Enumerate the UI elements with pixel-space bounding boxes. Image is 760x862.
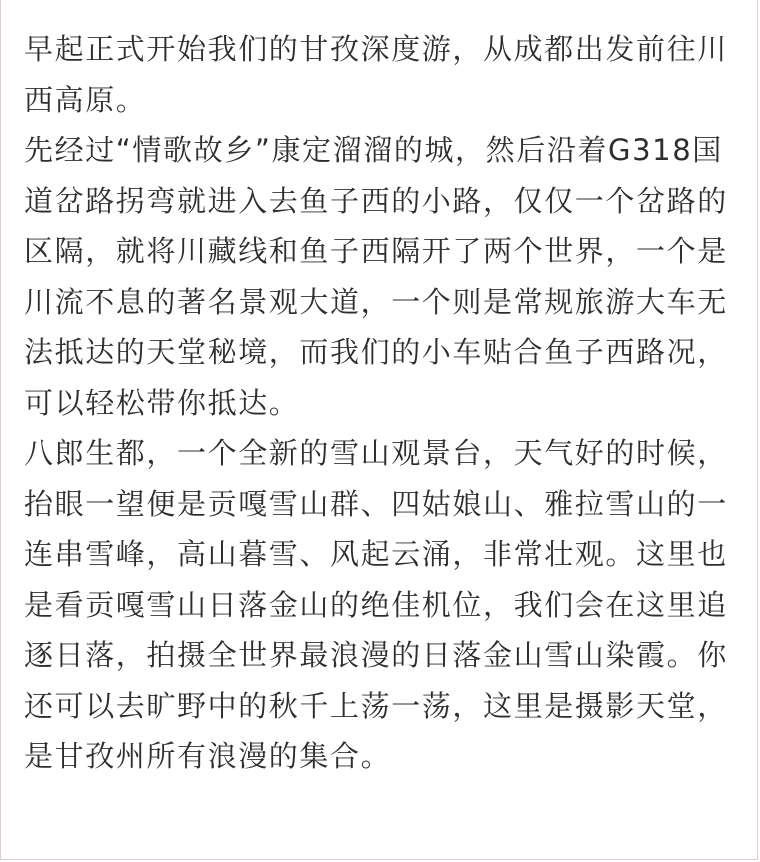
paragraph-balangshengdu: 八郎生都，一个全新的雪山观景台，天气好的时候，抬眼一望便是贡嘎雪山群、四姑娘山、雅拉雪山的一连串雪峰，高山暮雪、风起云涌，非常壮观。这里也是看贡嘎雪山日落金山的绝佳机位，我们会在这里追逐日落，拍摄全世界最浪漫的日落金山雪山染霞。你还可以去旷野中的秋千上荡一荡，这里是摄影天堂，是甘孜州所有浪漫的集合。 bbox=[24, 436, 728, 773]
paragraph-yuzixi-route: 先经过“情歌故乡”康定溜溜的城，然后沿着G318国道岔路拐弯就进入去鱼子西的小路，仅仅一个岔路的区隔，就将川藏线和鱼子西隔开了两个世界，一个是川流不息的著名景观大道，一个则是常规旅游大车无法抵达的天堂秘境，而我们的小车贴合鱼子西路况，可以轻松带你抵达。 bbox=[24, 133, 728, 420]
article-body bbox=[24, 24, 740, 782]
paragraph-departure: 早起正式开始我们的甘孜深度游，从成都出发前往川西高原。 bbox=[24, 32, 728, 117]
